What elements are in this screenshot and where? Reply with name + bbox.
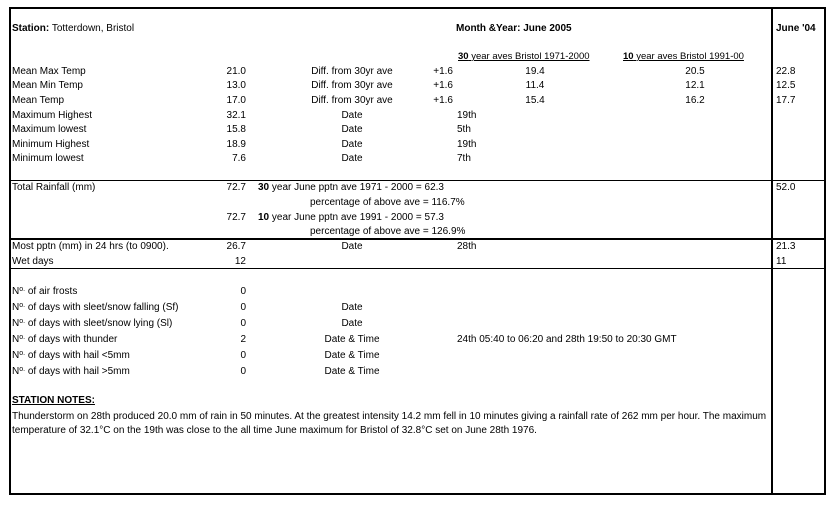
number-abbrev: N	[12, 334, 20, 345]
ave10-number: 10	[623, 51, 634, 62]
wet-days-label: Wet days	[12, 256, 54, 267]
count-row-label	[12, 286, 77, 298]
count-row-text: of days with sleet/snow falling (Sf)	[25, 302, 179, 313]
temp-row-value: 21.0	[226, 66, 246, 77]
number-abbrev-superscript: o.	[19, 286, 26, 293]
count-row-mid: Date & Time	[324, 350, 380, 361]
most-pptn-label: Most pptn (mm) in 24 hrs (to 0900).	[12, 241, 169, 252]
temp-row-value: 15.8	[226, 124, 246, 135]
ave30-header	[458, 51, 590, 63]
rainfall-10yr-line	[258, 212, 444, 224]
rainfall-10yr-percentage: percentage of above ave = 126.9%	[310, 226, 466, 237]
count-row-mid: Date	[341, 318, 363, 329]
rainfall-30yr-line	[258, 182, 444, 194]
temp-row-date: 19th	[457, 110, 477, 121]
count-row-mid: Date & Time	[324, 366, 380, 377]
temp-row-value: 7.6	[232, 153, 246, 164]
temp-row-ave30: 19.4	[525, 66, 545, 77]
temp-row-label: Minimum lowest	[12, 153, 84, 164]
number-abbrev-superscript: o.	[19, 366, 26, 373]
section-divider-counts	[9, 268, 826, 269]
rainfall-30yr-number: 30	[258, 182, 270, 193]
count-row-text: of days with hail <5mm	[25, 350, 130, 361]
count-row-text: of days with thunder	[25, 334, 118, 345]
station-value: Totterdown, Bristol	[51, 23, 135, 34]
temp-row-mid: Date	[341, 139, 363, 150]
rainfall-prev-year: 52.0	[776, 182, 796, 193]
station-header	[12, 23, 134, 35]
temp-row-mid: Date	[341, 124, 363, 135]
wet-days-prev-year: 11	[776, 256, 787, 267]
count-row-value: 0	[240, 350, 246, 361]
most-pptn-value: 26.7	[226, 241, 246, 252]
section-divider-pptn	[9, 238, 826, 240]
month-year-value: June 2005	[523, 23, 572, 34]
most-pptn-date-label: Date	[341, 241, 363, 252]
temp-row-mid: Diff. from 30yr ave	[311, 80, 393, 91]
number-abbrev: N	[12, 286, 20, 297]
month-year-label: Month &Year:	[456, 23, 521, 34]
count-row-value: 0	[240, 286, 246, 297]
temp-row-label: Minimum Highest	[12, 139, 90, 150]
temp-row-mid: Diff. from 30yr ave	[311, 95, 393, 106]
count-row-label	[12, 318, 172, 330]
number-abbrev-superscript: o.	[19, 318, 26, 325]
temp-row-date: 7th	[457, 153, 471, 164]
count-row-date: 24th 05:40 to 06:20 and 28th 19:50 to 20:30 GMT	[457, 334, 677, 345]
count-row-value: 2	[240, 334, 246, 345]
temp-row-label: Maximum lowest	[12, 124, 87, 135]
temp-row-label: Mean Max Temp	[12, 66, 86, 77]
temp-row-value: 17.0	[226, 95, 246, 106]
number-abbrev: N	[12, 366, 20, 377]
temp-row-value: 18.9	[226, 139, 246, 150]
count-row-label	[12, 350, 130, 362]
temp-row-mid: Date	[341, 110, 363, 121]
rainfall-value-repeat: 72.7	[226, 212, 246, 223]
most-pptn-date: 28th	[457, 241, 477, 252]
temp-row-label: Mean Temp	[12, 95, 65, 106]
rainfall-30yr-text: year June pptn ave 1971 - 2000 = 62.3	[271, 182, 444, 193]
temp-row-ave30: 11.4	[525, 80, 545, 91]
temp-row-diff: +1.6	[433, 80, 453, 91]
ave10-header	[623, 51, 744, 63]
temp-row-date: 19th	[457, 139, 477, 150]
rainfall-10yr-number: 10	[258, 212, 270, 223]
temp-row-prev-year: 12.5	[776, 80, 796, 91]
count-row-label	[12, 334, 117, 346]
temp-row-diff: +1.6	[433, 66, 453, 77]
ave30-text: year aves Bristol 1971-2000	[471, 51, 590, 62]
count-row-text: of days with hail >5mm	[25, 366, 130, 377]
count-row-value: 0	[240, 366, 246, 377]
most-pptn-prev-year: 21.3	[776, 241, 796, 252]
temp-row-label: Maximum Highest	[12, 110, 93, 121]
count-row-text: of air frosts	[25, 286, 78, 297]
comparison-column-header: June '04	[776, 23, 816, 34]
temp-row-ave10: 12.1	[685, 80, 705, 91]
temp-row-ave10: 16.2	[685, 95, 705, 106]
count-row-value: 0	[240, 318, 246, 329]
station-label: Station:	[12, 23, 50, 34]
temp-row-diff: +1.6	[433, 95, 453, 106]
rainfall-value: 72.7	[226, 182, 246, 193]
count-row-label	[12, 302, 178, 314]
number-abbrev: N	[12, 302, 20, 313]
month-year-header	[456, 23, 572, 35]
number-abbrev: N	[12, 350, 20, 361]
rainfall-30yr-percentage: percentage of above ave = 116.7%	[310, 197, 465, 208]
temp-row-value: 13.0	[226, 80, 246, 91]
temp-row-ave30: 15.4	[525, 95, 545, 106]
temp-row-mid: Date	[341, 153, 363, 164]
temp-row-prev-year: 17.7	[776, 95, 796, 106]
temp-row-date: 5th	[457, 124, 471, 135]
temp-row-mid: Diff. from 30yr ave	[311, 66, 393, 77]
ave30-number: 30	[458, 51, 469, 62]
count-row-text: of days with sleet/snow lying (Sl)	[25, 318, 173, 329]
temp-row-value: 32.1	[226, 110, 246, 121]
number-abbrev-superscript: o.	[19, 350, 26, 357]
number-abbrev-superscript: o.	[19, 302, 26, 309]
section-divider-rainfall	[9, 180, 826, 181]
count-row-value: 0	[240, 302, 246, 313]
rainfall-label: Total Rainfall (mm)	[12, 182, 96, 193]
temp-row-ave10: 20.5	[685, 66, 705, 77]
station-notes-title: STATION NOTES:	[12, 395, 95, 406]
temp-row-prev-year: 22.8	[776, 66, 796, 77]
ave10-text: year aves Bristol 1991-00	[636, 51, 744, 62]
count-row-mid: Date	[341, 302, 363, 313]
count-row-mid: Date & Time	[324, 334, 380, 345]
station-notes-text: Thunderstorm on 28th produced 20.0 mm of rain in 50 minutes. At the greatest intensity 14.2 mm fell in 10 minutes giving a rainfall rate of 262 mm per hour. The maximum temperature of 32.1°C on the 19th was close to the all time June maximum for Bristol of 32.8°C set on June 28th 1976.	[12, 411, 767, 436]
number-abbrev: N	[12, 318, 20, 329]
rainfall-10yr-text: year June pptn ave 1991 - 2000 = 57.3	[271, 212, 444, 223]
wet-days-value: 12	[234, 256, 246, 267]
temp-row-label: Mean Min Temp	[12, 80, 83, 91]
count-row-label	[12, 366, 130, 378]
number-abbrev-superscript: o.	[19, 334, 26, 341]
